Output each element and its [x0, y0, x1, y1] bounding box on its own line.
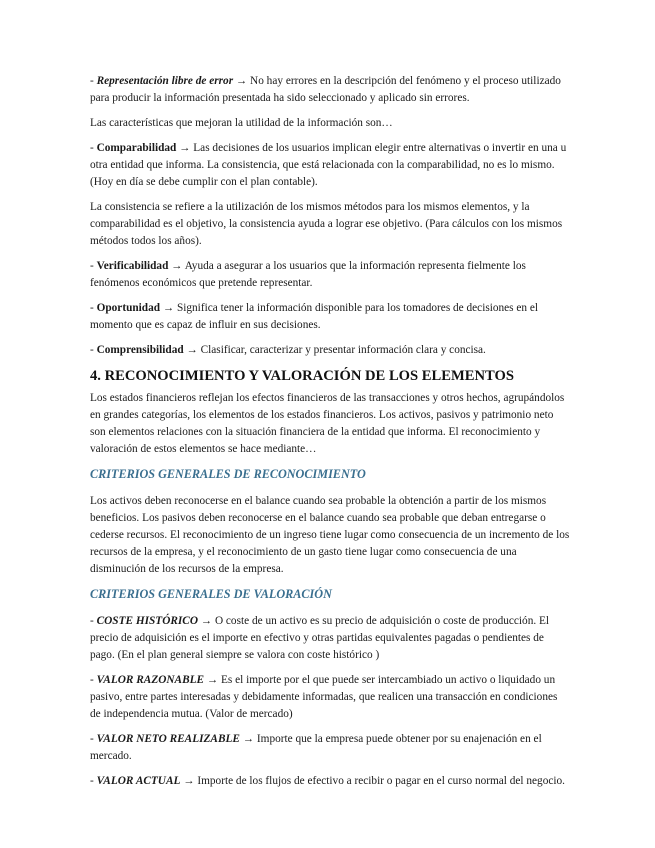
arrow-icon: →	[180, 775, 198, 787]
definition-text: Importe que la empresa puede obtener por su enajenación en el mercado.	[90, 733, 542, 762]
paragraph-coste-historico	[90, 613, 570, 664]
term-comprensibilidad: Comprensibilidad	[96, 344, 184, 356]
arrow-icon: →	[233, 75, 251, 87]
bullet-dash: -	[90, 775, 97, 787]
bullet-dash: -	[90, 75, 97, 87]
bullet-dash: -	[90, 674, 97, 686]
definition-text: Ayuda a asegurar a los usuarios que la información representa fielmente los fenómenos económicos que pretende representar.	[90, 260, 526, 289]
paragraph-oportunidad	[90, 300, 570, 334]
definition-text: Importe de los flujos de efectivo a recibir o pagar en el curso normal del negocio.	[197, 775, 565, 787]
term-valor-razonable: VALOR RAZONABLE	[96, 674, 205, 686]
bullet-dash: -	[90, 142, 97, 154]
document-page	[90, 73, 570, 798]
term-verificabilidad: Verificabilidad	[96, 260, 169, 272]
paragraph-section4-body: Los estados financieros reflejan los efectos financieros de las transacciones y otros hechos, agrupándolos en grandes categorías, los elementos de los estados financieros. Los activos, pasivos y patrimonio neto son elementos relaciones con la situación financiera de la entidad que informa. El reconocimiento y valoración de estos elementos se hace mediante…	[90, 392, 565, 455]
definition-text: No hay errores en la descripción del fenómeno y el proceso utilizado para producir la información presentada ha sido seleccionado y aplicado sin errores.	[90, 75, 561, 104]
paragraph-criterios-reconocimiento: Los activos deben reconocerse en el balance cuando sea probable la obtención a partir de los mismos beneficios. Los pasivos deben reconocerse en el balance cuando sea probable que deban entregarse o cederse recursos. El reconocimiento de un ingreso tiene lugar como consecuencia de un incremento de los recursos de la empresa, y el reconocimiento de un gasto tiene lugar como consecuencia de una disminución de los recursos de la empresa.	[90, 495, 570, 575]
term-valor-neto-realizable: VALOR NETO REALIZABLE	[96, 733, 240, 745]
section-heading-reconocimiento-valoracion: 4. RECONOCIMIENTO Y VALORACIÓN DE LOS ELEMENTOS	[90, 368, 514, 384]
bullet-dash: -	[90, 615, 97, 627]
bullet-dash: -	[90, 733, 97, 745]
paragraph-valor-actual	[90, 773, 570, 790]
definition-text: Las decisiones de los usuarios implican elegir entre alternativas o invertir en una u otra entidad que informa. La consistencia, que está relacionada con la comparabilidad, no es lo mismo. (Hoy en día se debe cumplir con el plan contable).	[90, 142, 567, 188]
term-oportunidad: Oportunidad	[96, 302, 161, 314]
definition-text: Es el importe por el que puede ser intercambiado un activo o liquidado un pasivo, entre partes interesadas y debidamente informadas, que realicen una transacción en condiciones de independencia mutua. (Valor de mercado)	[90, 674, 558, 720]
arrow-icon: →	[204, 674, 221, 686]
definition-text: O coste de un activo es su precio de adquisición o coste de producción. El precio de adquisición es el importe en efectivo y otras partidas equivalentes pagadas o pendientes de pago. (En el plan general siempre se valora con coste histórico )	[90, 615, 550, 661]
paragraph-comprensibilidad	[90, 342, 570, 359]
paragraph-intro-mejoran: Las características que mejoran la utilidad de la información son…	[90, 117, 393, 129]
paragraph-representacion-libre-de-error	[90, 73, 570, 107]
subheading-criterios-reconocimiento: CRITERIOS GENERALES DE RECONOCIMIENTO	[90, 467, 366, 481]
arrow-icon: →	[183, 344, 201, 356]
definition-text: Clasificar, caracterizar y presentar información clara y concisa.	[200, 344, 486, 356]
term-comparabilidad: Comparabilidad	[96, 142, 177, 154]
bullet-dash: -	[90, 302, 97, 314]
term-valor-actual: VALOR ACTUAL	[96, 775, 181, 787]
paragraph-valor-razonable	[90, 672, 570, 723]
arrow-icon: →	[168, 260, 185, 272]
subheading-criterios-valoracion: CRITERIOS GENERALES DE VALORACIÓN	[90, 587, 332, 601]
arrow-icon: →	[160, 302, 177, 314]
paragraph-consistencia: La consistencia se refiere a la utilización de los mismos métodos para los mismos elementos, y la comparabilidad es el objetivo, la consistencia ayuda a lograr ese objetivo. (Para cálculos con los mismos métodos todos los años).	[90, 201, 563, 247]
paragraph-comparabilidad	[90, 140, 570, 191]
arrow-icon: →	[197, 615, 215, 627]
bullet-dash: -	[90, 260, 97, 272]
arrow-icon: →	[176, 142, 194, 154]
arrow-icon: →	[239, 733, 257, 745]
definition-text: Significa tener la información disponible para los tomadores de decisiones en el momento que es capaz de influir en sus decisiones.	[90, 302, 539, 331]
term-representacion-libre-de-error: Representación libre de error	[96, 75, 234, 87]
term-coste-historico: COSTE HISTÓRICO	[96, 615, 198, 627]
bullet-dash: -	[90, 344, 97, 356]
paragraph-valor-neto-realizable	[90, 731, 570, 765]
paragraph-verificabilidad	[90, 258, 570, 292]
